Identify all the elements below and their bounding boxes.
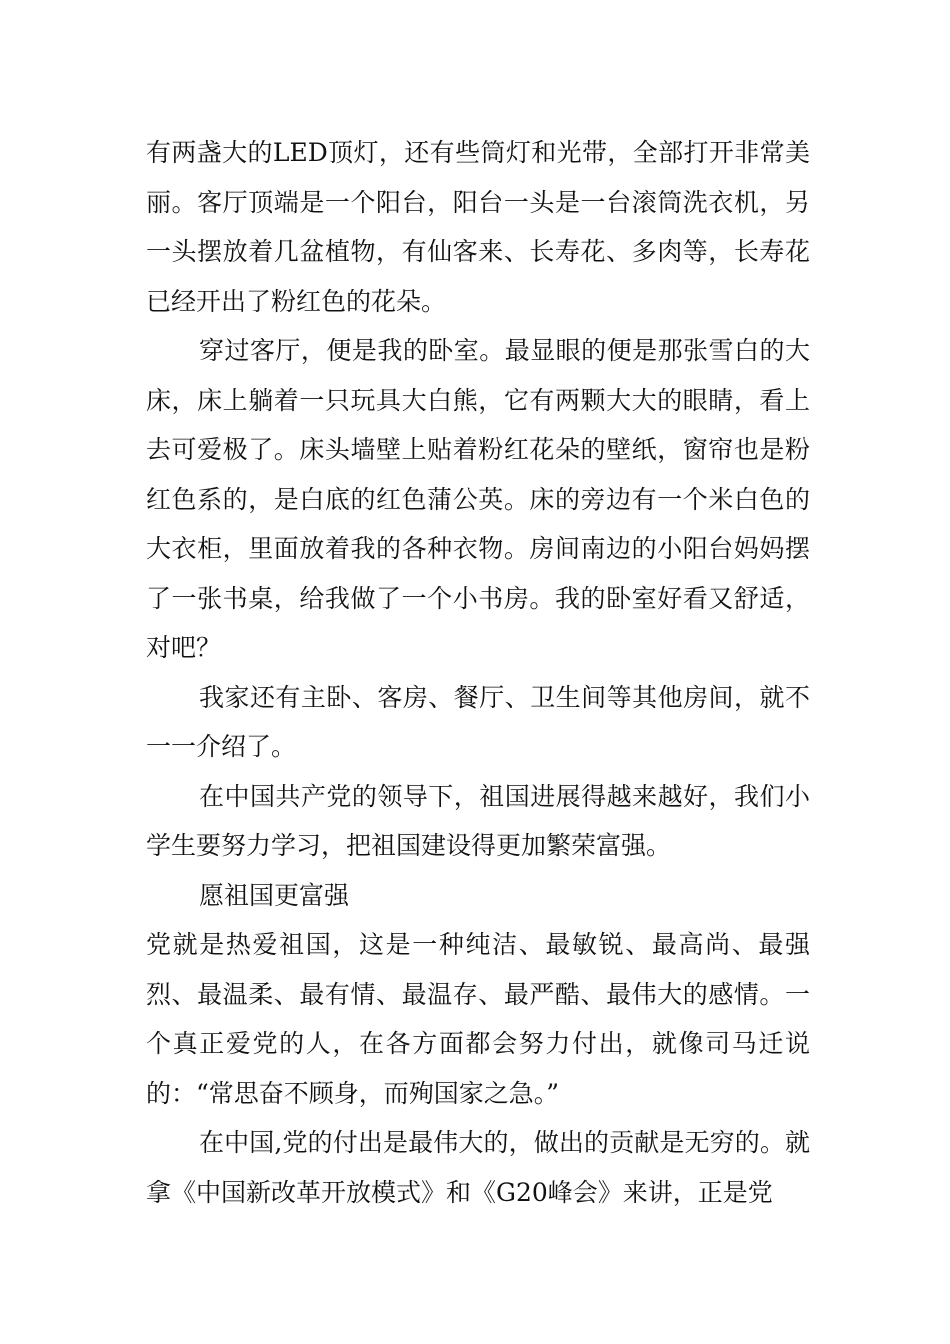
paragraph-party-contribution: 在中国,党的付出是最伟大的，做出的贡献是无穷的。就拿《中国新改革开放模式》和《G20峰会》来讲，正是党 [146, 1128, 810, 1207]
paragraph-love-of-country: 党就是热爱祖国，这是一种纯洁、最敏锐、最高尚、最强烈、最温柔、最有情、最温存、最严酷、最伟大的感情。一个真正爱党的人，在各方面都会努力付出，就像司马迁说的：“常思奋不顾身，而殉国家之急。” [146, 930, 810, 1108]
essay-title: 愿祖国更富强 [199, 880, 350, 910]
paragraph-bedroom: 穿过客厅，便是我的卧室。最显眼的便是那张雪白的大床，床上躺着一只玩具大白熊，它有两颗大大的眼睛，看上去可爱极了。床头墙壁上贴着粉红花朵的壁纸，窗帘也是粉红色系的，是白底的红色蒲公英。床的旁边有一个米白色的大衣柜，里面放着我的各种衣物。房间南边的小阳台妈妈摆了一张书桌，给我做了一个小书房。我的卧室好看又舒适，对吧？ [146, 336, 810, 662]
paragraph-conclusion: 在中国共产党的领导下，祖国进展得越来越好，我们小学生要努力学习，把祖国建设得更加繁荣富强。 [146, 781, 810, 860]
paragraph-other-rooms: 我家还有主卧、客房、餐厅、卫生间等其他房间，就不一一介绍了。 [146, 682, 810, 761]
document-body [146, 128, 810, 1217]
paragraph-living-room-continued: 有两盏大的LED顶灯，还有些筒灯和光带，全部打开非常美丽。客厅顶端是一个阳台，阳台一头是一台滚筒洗衣机，另一头摆放着几盆植物，有仙客来、长寿花、多肉等，长寿花已经开出了粉红色的花朵。 [146, 138, 810, 316]
